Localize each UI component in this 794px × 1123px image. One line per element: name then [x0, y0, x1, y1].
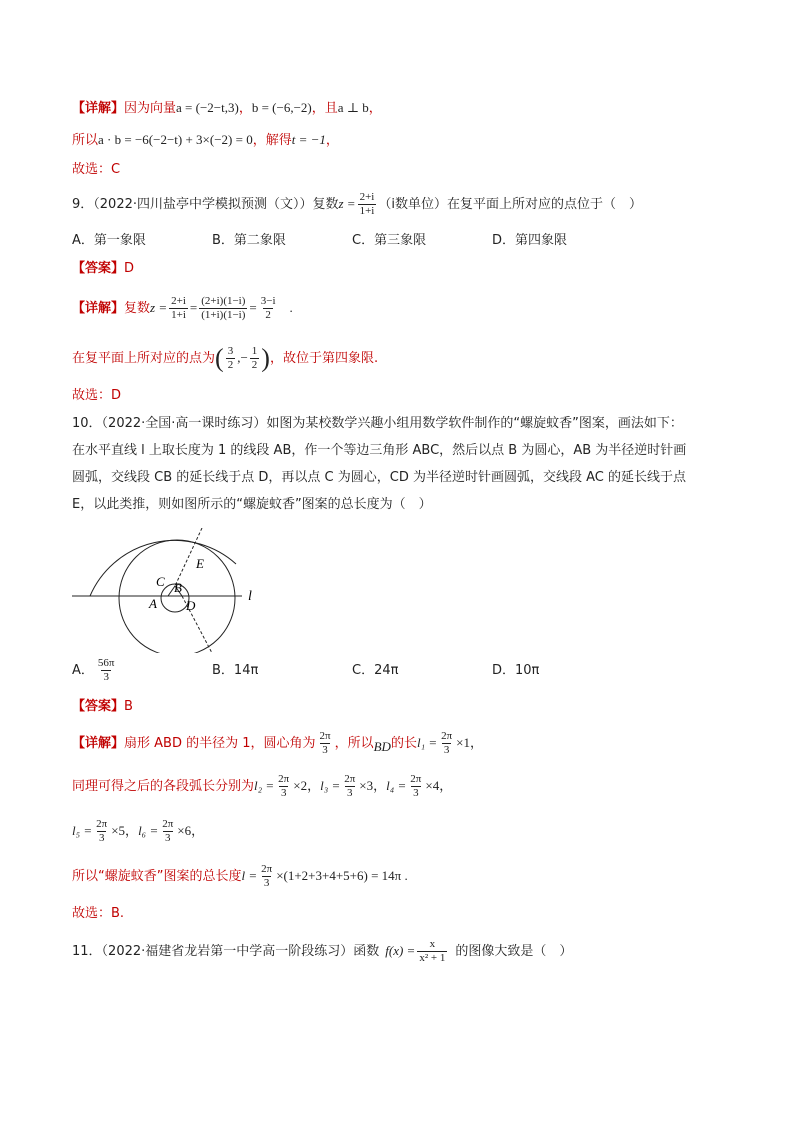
solution-expr: t = −1: [291, 132, 326, 147]
q9-choice: 故选：D: [72, 388, 122, 403]
q9-option-b[interactable]: B．第二象限: [212, 233, 286, 248]
label-e: E: [196, 556, 204, 571]
q10-d1-mid: ，所以: [334, 736, 374, 751]
l6-label: l₆ =: [138, 823, 159, 838]
q9-answer: [72, 259, 134, 279]
q8-line2-pre: 所以: [72, 133, 99, 148]
q10-line3: 圆弧，交线段 CB 的延长线于点 D，再以点 C 为圆心，CD 为半径逆时针画圆弧，交线段 AC 的延长线于点: [72, 470, 686, 485]
total-tail: ×(1+2+3+4+5+6) = 14π .: [276, 868, 408, 883]
l2-label: l₂ =: [254, 778, 275, 793]
q8-comma: ，: [238, 101, 252, 116]
q10-d2-pre: 同理可得之后的各段弧长分别为: [72, 779, 255, 794]
q10-option-c[interactable]: C．24π: [352, 663, 399, 678]
q8-detail-line2: [72, 130, 339, 151]
vector-a-expr: a = (−2−t,3): [176, 100, 239, 115]
q10-d1-post: 的长: [390, 736, 417, 751]
total-fraction: $\frac{2\pi}{3}$: [261, 863, 273, 889]
q10-detail-line3: [72, 815, 204, 848]
vector-b-expr: b = (−6,−2): [251, 100, 312, 115]
q8-comma-2: ，: [368, 101, 382, 116]
l5-tail: ×5，: [111, 823, 139, 838]
q11-question: [72, 936, 572, 967]
total-l-label: l =: [241, 868, 258, 883]
q9-number: 9．: [72, 197, 94, 212]
q8-text3: ，且: [311, 101, 338, 116]
l4-label: l₄ =: [386, 778, 407, 793]
l2-tail: ×2，: [293, 778, 321, 793]
q10-options: [72, 656, 632, 686]
q10-answer: [72, 697, 133, 717]
q9-point-y: $\frac{1}{2}$: [251, 345, 258, 371]
q9-source: （2022·四川盐亭中学模拟预测（文））复数: [93, 197, 339, 212]
l1-fraction: $\frac{2\pi}{3}$: [441, 730, 453, 756]
q10-line1-text: （2022·全国·高一课时练习）如图为某校数学兴趣小组用数学软件制作的“螺旋蚊香”图案，画法如下：: [101, 416, 683, 431]
q11-number: 11．: [72, 944, 102, 959]
detail-label: 【详解】: [72, 101, 125, 116]
q9-options: [72, 231, 632, 251]
q9-frac-2: $\frac{(2+i)(1-i)}{(1+i)(1-i)}$: [201, 295, 246, 321]
q9-option-a[interactable]: A．第一象限: [72, 233, 146, 248]
q10-line4: E，以此类推，则如图所示的“螺旋蚊香”图案的总长度为（ ）: [72, 497, 432, 512]
q10-line2: 在水平直线 l 上取长度为 1 的线段 AB，作一个等边三角形 ABC，然后以点 B 为圆心，AB 为半径逆时针画: [72, 443, 687, 458]
q10-line1: [72, 414, 683, 434]
arc-bd: BD: [373, 739, 391, 754]
q9-frac-3: $\frac{3-i}{2}$: [260, 295, 276, 321]
q10-number: 10．: [72, 416, 102, 431]
q10-d1-pre: 扇形 ABD 的半径为 1，圆心角为: [124, 736, 316, 751]
label-a: A: [149, 596, 157, 611]
spiral-figure: [72, 528, 272, 657]
q9-detail-line2: 在复平面上所对应的点为( $\frac{3}{2}$ ,− $\frac{1}{2}$ )，故位于第四象限.: [72, 343, 379, 373]
l1-tail: ×1，: [456, 735, 484, 750]
answer-label: 【答案】: [72, 699, 125, 714]
q9-detail-z: z =: [150, 300, 168, 315]
l6-tail: ×6，: [177, 823, 205, 838]
q10-choice: 故选：B.: [72, 906, 125, 921]
l1-label: l₁ =: [416, 735, 438, 750]
l3-fraction: $\frac{2\pi}{3}$: [344, 773, 356, 799]
q8-line2-mid: ，解得: [252, 133, 292, 148]
label-d: D: [186, 598, 196, 613]
perp-expr: a ⊥ b: [337, 100, 369, 115]
angle-fraction: $\frac{2\pi}{3}$: [319, 730, 331, 756]
q11-fx: f(x) =: [385, 943, 416, 958]
l3-label: l₃ =: [320, 778, 341, 793]
label-b: B: [174, 580, 182, 595]
q10-d4-pre: 所以“螺旋蚊香”图案的总长度: [72, 869, 242, 884]
detail-label: 【详解】: [72, 301, 125, 316]
q10-detail-line1: [72, 727, 483, 760]
q9-option-c[interactable]: C．第三象限: [352, 233, 427, 248]
q10-option-d[interactable]: D．10π: [492, 663, 540, 678]
q9-detail-pre: 复数: [124, 301, 151, 316]
q11-tail: 的图像大致是（ ）: [455, 944, 573, 959]
q9-answer-value: D: [124, 261, 135, 276]
q9-line2-post: ，故位于第四象限.: [269, 351, 379, 366]
l5-fraction: $\frac{2\pi}{3}$: [96, 818, 108, 844]
q9-question: [72, 190, 642, 219]
q8-detail-line1: [72, 98, 382, 119]
q9-detail-line1: 【详解】复数z = $\frac{2+i}{1+i}$ = $\frac{(2+i)(1-i)}{(1+i)(1-i)}$ = $\frac{3-i}{2}$ .: [72, 295, 293, 321]
l5-label: l₅ =: [72, 823, 93, 838]
q11-source: （2022·福建省龙岩第一中学高一阶段练习）函数: [101, 944, 380, 959]
q9-frac-1: $\frac{2+i}{1+i}$: [171, 295, 186, 321]
spiral-svg: [72, 528, 272, 653]
label-c: C: [156, 574, 165, 589]
label-l: l: [248, 589, 252, 604]
l3-tail: ×3，: [359, 778, 387, 793]
q8-choice: 故选：C: [72, 162, 121, 177]
detail-label: 【详解】: [72, 736, 125, 751]
q9-z: z =: [338, 196, 356, 211]
q9-line2-pre: 在复平面上所对应的点为: [72, 351, 216, 366]
q9-fraction: $\frac{2+i}{1+i}$: [359, 191, 375, 217]
l2-fraction: $\frac{2\pi}{3}$: [278, 773, 290, 799]
l6-fraction: $\frac{2\pi}{3}$: [162, 818, 174, 844]
q10-option-a[interactable]: A． $\frac{56\pi}{3}$: [72, 657, 115, 683]
q9-note: （i数单位）在复平面上所对应的点位于（ ）: [378, 197, 642, 212]
q9-option-d[interactable]: D．第四象限: [492, 233, 568, 248]
q11-fraction: $\frac{x}{\text{x² + 1}}$: [419, 938, 446, 964]
q10-detail-line4: [72, 860, 408, 893]
q9-point-x: $\frac{3}{2}$: [227, 345, 234, 371]
q8-line2-end: ，: [325, 133, 339, 148]
l4-fraction: $\frac{2\pi}{3}$: [410, 773, 422, 799]
q10-answer-value: B: [124, 699, 133, 714]
dot-product-expr: a · b = −6(−2−t) + 3×(−2) = 0: [98, 132, 253, 147]
answer-label: 【答案】: [72, 261, 125, 276]
q10-option-b[interactable]: B．14π: [212, 663, 259, 678]
q10-detail-line2: [72, 770, 452, 803]
l4-tail: ×4，: [425, 778, 453, 793]
q9-detail-end: .: [289, 300, 293, 315]
q8-text1: 因为向量: [124, 101, 177, 116]
